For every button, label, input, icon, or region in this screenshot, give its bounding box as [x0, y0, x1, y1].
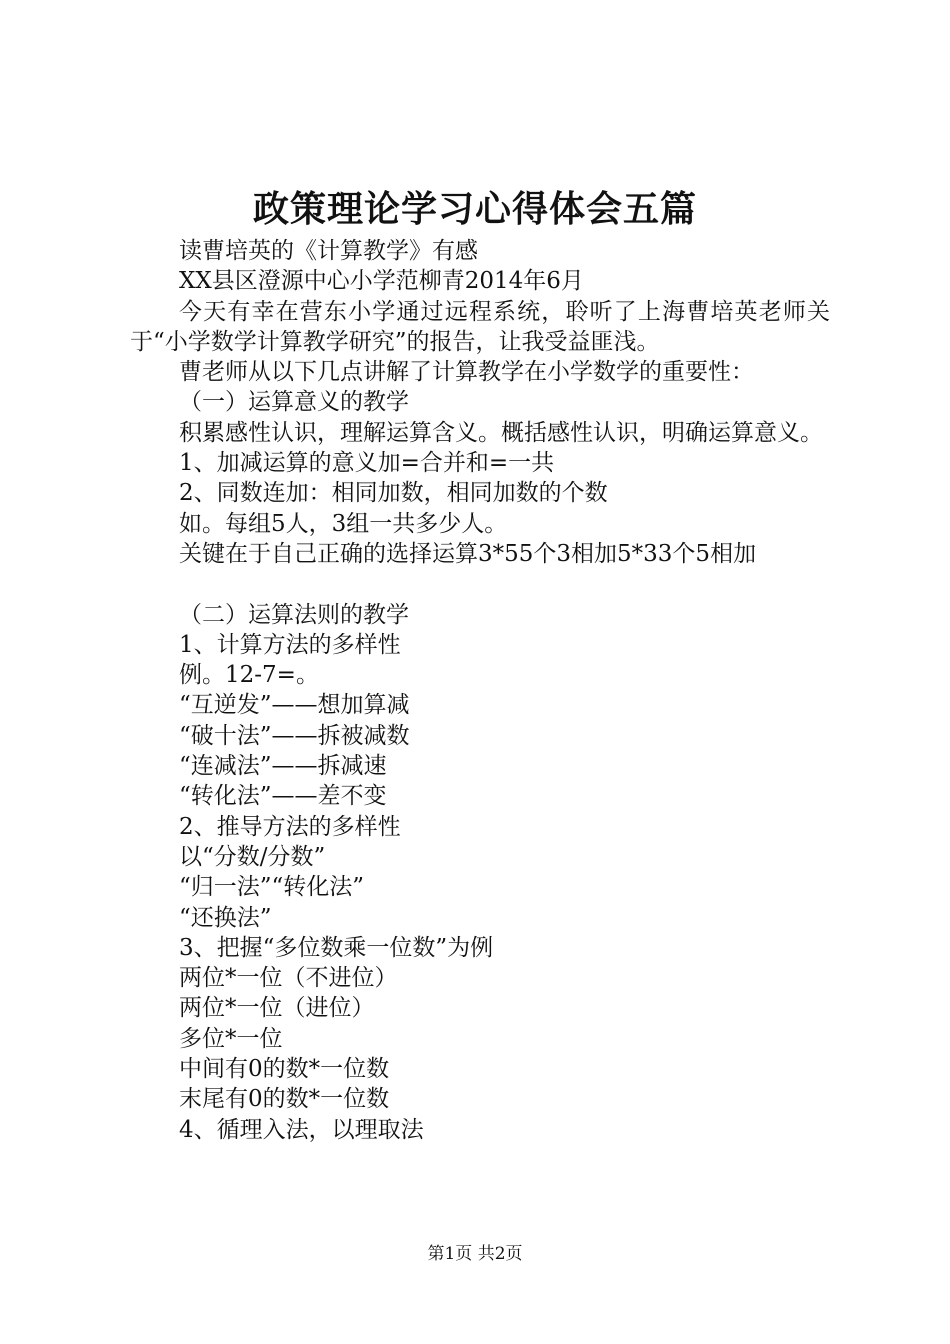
text-line: XX县区澄源中心小学范柳青2014年6月 — [179, 268, 584, 295]
text-line: 4、循理入法，以理取法 — [179, 1116, 424, 1143]
text-line: 曹老师从以下几点讲解了计算教学在小学数学的重要性： — [179, 359, 754, 386]
text-line: 关键在于自己正确的选择运算3*55个3相加5*33个5相加 — [179, 540, 757, 567]
text-line: “破十法”——拆被减数 — [179, 722, 410, 749]
page-title: 政策理论学习心得体会五篇 — [252, 188, 697, 230]
text-line: 2、同数连加：相同加数，相同加数的个数 — [179, 480, 608, 507]
text-line: “连减法”——拆减速 — [179, 753, 387, 780]
document-body — [130, 236, 830, 1145]
text-line: 如。每组5人，3组一共多少人。 — [179, 510, 508, 537]
text-line: 读曹培英的《计算教学》有感 — [179, 238, 478, 264]
text-line: “转化法”——差不变 — [179, 783, 387, 810]
section-heading: （二）运算法则的教学 — [179, 601, 409, 628]
text-line: 两位*一位（进位） — [179, 995, 375, 1022]
text-line: “互逆发”——想加算减 — [179, 692, 410, 719]
text-line: 以“分数/分数” — [179, 843, 326, 870]
text-line: 3、把握“多位数乘一位数”为例 — [179, 934, 494, 961]
page-number-footer: 第1页 共2页 — [427, 1244, 523, 1264]
text-line: “归一法”“转化法” — [179, 874, 365, 901]
text-line: 两位*一位（不进位） — [179, 965, 398, 992]
text-line: 2、推导方法的多样性 — [179, 813, 401, 840]
section-heading: （一）运算意义的教学 — [179, 389, 409, 416]
text-line: 多位*一位 — [179, 1025, 283, 1052]
text-paragraph: 积累感性认识，理解运算含义。概括感性认识，明确运算意义。 — [179, 419, 823, 446]
text-line: “还换法” — [179, 904, 272, 931]
text-line: 1、加减运算的意义加=合并和=一共 — [179, 450, 555, 477]
blank-line — [130, 569, 830, 599]
text-line: 例。12-7=。 — [179, 662, 319, 689]
text-line: 末尾有0的数*一位数 — [179, 1086, 390, 1113]
text-line: 1、计算方法的多样性 — [179, 631, 401, 658]
text-line: 中间有0的数*一位数 — [179, 1056, 390, 1083]
text-paragraph: 今天有幸在营东小学通过远程系统，聆听了上海曹培英老师关于“小学数学计算教学研究”的报告，让我受益匪浅。 — [130, 298, 830, 355]
